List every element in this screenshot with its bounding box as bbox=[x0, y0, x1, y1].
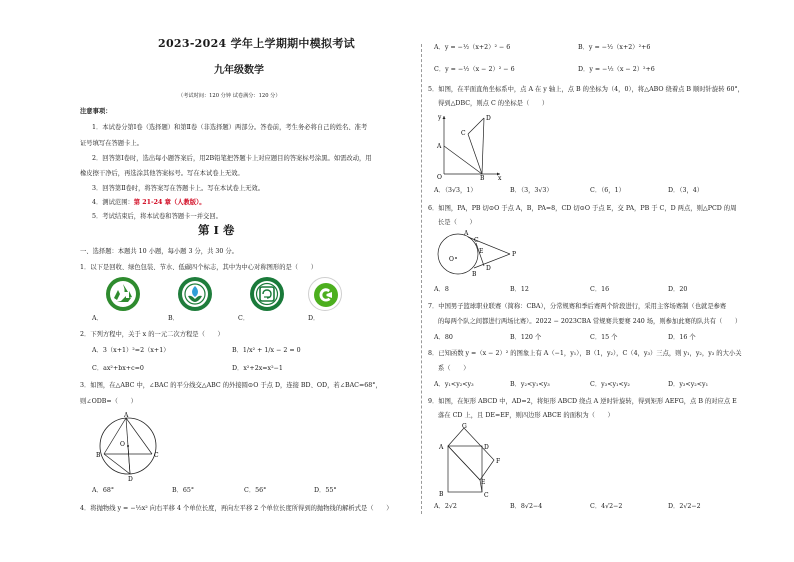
note-4 bbox=[92, 199, 206, 207]
q5-stem-line2: 得到△DBC，则点 C 的坐标是（ ） bbox=[438, 100, 549, 107]
q9-label-g: G bbox=[462, 423, 467, 430]
q1-stem: 1．以下是回收、绿色包装、节水、低碳四个标志，其中为中心对称图形的是（ ） bbox=[80, 264, 317, 271]
q5-coordinate-figure bbox=[434, 112, 504, 180]
q5-label-y: y bbox=[438, 114, 442, 121]
package-leaf-icon bbox=[178, 277, 212, 311]
q2-option-d: D．x²+2x=x²−1 bbox=[232, 365, 283, 372]
note-1: 1．本试卷分第Ⅰ卷（选择题）和第Ⅱ卷（非选择题）两部分。答卷前，考生务必将自己的姓名、准考 bbox=[92, 124, 368, 131]
q2-option-a: A．3（x+1）²=2（x+1） bbox=[92, 347, 170, 354]
note-2b: 橡皮擦干净后，再选涂其他答案标号。写在本试卷上无效。 bbox=[80, 170, 244, 177]
section-title: 第 Ⅰ 卷 bbox=[198, 223, 235, 237]
q1-option-b: B． bbox=[168, 315, 179, 322]
q6-option-c: C．16 bbox=[590, 286, 610, 293]
q7-option-d: D．16 个 bbox=[668, 334, 696, 341]
q9-label-c: C bbox=[484, 492, 489, 498]
low-carbon-icon bbox=[309, 278, 343, 312]
q4-option-d: D．y = −½（x − 2）²+6 bbox=[578, 66, 655, 73]
q6-label-c: C bbox=[474, 237, 479, 244]
q9-option-a: A．2√2 bbox=[434, 503, 457, 510]
q5-option-a: A．（3√3，1） bbox=[434, 187, 477, 194]
q6-option-a: A．8 bbox=[434, 286, 449, 293]
q5-stem-line1: 5．如图，在平面直角坐标系中，点 A 在 y 轴上，点 B 的坐标为（4，0），将△ABO 绕着点 B 顺时针旋转 60°， bbox=[428, 86, 744, 93]
q3-circle-figure bbox=[92, 410, 164, 482]
q9-label-b: B bbox=[439, 491, 444, 498]
q9-label-a: A bbox=[439, 444, 444, 451]
q9-rectangle-figure bbox=[434, 422, 506, 498]
q5-label-a: A bbox=[437, 143, 442, 150]
q6-label-o: O bbox=[449, 256, 454, 263]
q3-option-b: B．65° bbox=[172, 487, 195, 494]
q7-option-a: A．80 bbox=[434, 334, 453, 341]
q7-stem-line2: 的每两个队之间都进行两场比赛）。2022 − 2023CBA 常规赛共要赛 240 场，则参加此赛的队共有（ ） bbox=[438, 318, 742, 325]
note-3: 3．回答第Ⅱ卷时，将答案写在答题卡上。写在本试卷上无效。 bbox=[92, 185, 265, 192]
q4-option-b: B．y = −½（x+2）²+6 bbox=[578, 44, 651, 51]
q3-label-b: B bbox=[96, 452, 101, 459]
notes-heading: 注意事项： bbox=[80, 108, 112, 115]
right-column bbox=[428, 0, 768, 562]
q3-label-o: O bbox=[120, 441, 125, 448]
left-column bbox=[80, 0, 418, 562]
q9-option-b: B．8√2−4 bbox=[510, 503, 543, 510]
q6-stem-line1: 6．如图，PA，PB 切⊙O 于点 A，B，PA=8，CD 切⊙O 于点 E，交 PA，PB 于 C，D 两点，则△PCD 的周 bbox=[428, 205, 737, 212]
q5-option-d: D．（3，4） bbox=[668, 187, 704, 194]
q2-option-c: C．ax²+bx+c=0 bbox=[92, 365, 144, 372]
exam-info: （考试时间：120 分钟 试卷满分：120 分） bbox=[178, 93, 281, 99]
q4-stem: 4．将抛物线 y = −½x² 向右平移 4 个单位长度，再向左平移 2 个单位长度所得到的抛物线的解析式是（ ） bbox=[80, 505, 393, 512]
q5-option-c: C．（6，1） bbox=[590, 187, 625, 194]
note-4-label: 4．测试范围： bbox=[92, 199, 134, 206]
q3-label-c: C bbox=[154, 452, 159, 459]
q3-label-d: D bbox=[128, 476, 133, 482]
q3-option-c: C．56° bbox=[244, 487, 267, 494]
q5-option-b: B．（3，3√3） bbox=[510, 187, 553, 194]
q1-option-c: C． bbox=[238, 315, 250, 322]
q3-option-d: D．55° bbox=[314, 487, 337, 494]
q7-option-b: B．120 个 bbox=[510, 334, 542, 341]
q3-stem-line2: 则∠ODB=（ ） bbox=[80, 398, 137, 405]
q6-tangent-figure bbox=[434, 228, 524, 280]
recycle-icon bbox=[106, 277, 140, 311]
note-1b: 证号填写在答题卡上。 bbox=[80, 140, 143, 147]
q6-label-p: P bbox=[512, 251, 517, 258]
q8-stem-line1: 8．已知函数 y =（x − 2）² 的图象上有 A（−1，y₁），B（1，y₂），C（4，y₃）三点，则 y₁，y₂，y₃ 的大小关 bbox=[428, 350, 742, 357]
q9-label-d: D bbox=[484, 444, 489, 451]
low-carbon-logo bbox=[308, 277, 342, 311]
q9-option-d: D．2√2−2 bbox=[668, 503, 701, 510]
q1-option-a: A． bbox=[92, 315, 103, 322]
water-saving-icon bbox=[250, 277, 284, 311]
q8-option-c: C．y₃<y₁<y₂ bbox=[590, 381, 630, 388]
q3-option-a: A．68° bbox=[92, 487, 115, 494]
q4-option-a: A．y = −½（x+2）² − 6 bbox=[434, 44, 511, 51]
q5-label-d: D bbox=[486, 115, 491, 122]
column-divider bbox=[421, 44, 422, 514]
q9-label-f: F bbox=[496, 458, 501, 465]
q9-stem-line2: 落在 CD 上，且 DE=EF，则四边形 ABCE 的面积为（ ） bbox=[438, 412, 614, 419]
q7-option-c: C．15 个 bbox=[590, 334, 618, 341]
q5-label-x: x bbox=[498, 175, 502, 180]
q8-option-b: B．y₂<y₁<y₃ bbox=[510, 381, 550, 388]
q7-stem-line1: 7．中国男子篮球职业联赛（简称：CBA），分常规赛和季后赛两个阶段进行，采用主客场赛制（也就是参赛 bbox=[428, 303, 727, 310]
q6-label-a: A bbox=[464, 230, 469, 237]
note-4-scope: 第 21-24 章（人教版）。 bbox=[133, 199, 206, 206]
recycle-logo bbox=[106, 277, 140, 311]
q3-stem-line1: 3．如图，在△ABC 中，∠BAC 的平分线交△ABC 的外接圆⊙O 于点 D，连接 BD、OD，若∠BAC=68°， bbox=[80, 382, 382, 389]
q5-label-b: B bbox=[480, 175, 485, 180]
section-instruction: 一、选择题：本题共 10 小题，每小题 3 分，共 30 分。 bbox=[80, 248, 238, 255]
q6-label-d: D bbox=[486, 265, 491, 272]
q6-option-b: B．12 bbox=[510, 286, 529, 293]
q2-option-b: B．1/x² + 1/x − 2 = 0 bbox=[232, 347, 301, 354]
water-saving-logo bbox=[250, 277, 284, 311]
q6-label-e: E bbox=[479, 248, 484, 255]
q3-label-a: A bbox=[124, 412, 129, 419]
note-5: 5．考试结束后，将本试卷和答题卡一并交回。 bbox=[92, 213, 222, 220]
q1-option-d: D． bbox=[308, 315, 320, 322]
q6-stem-line2: 长是（ ） bbox=[438, 219, 476, 226]
q2-stem: 2．下列方程中，关于 x 的一元二次方程是（ ） bbox=[80, 331, 224, 338]
exam-title: 2023-2024 学年上学期期中模拟考试 bbox=[158, 37, 355, 50]
q4-option-c: C．y = −½（x − 2）² − 6 bbox=[434, 66, 515, 73]
q5-label-o: O bbox=[437, 174, 442, 180]
subject-title: 九年级数学 bbox=[214, 65, 264, 76]
q9-label-e: E bbox=[481, 479, 486, 486]
q8-option-d: D．y₃<y₂<y₁ bbox=[668, 381, 709, 388]
q9-option-c: C．4√2−2 bbox=[590, 503, 623, 510]
note-2: 2．回答第Ⅰ卷时，选出每小题答案后，用2B铅笔把答题卡上对应题目的答案标号涂黑。如需改动，用 bbox=[92, 155, 372, 162]
q5-label-c: C bbox=[461, 130, 466, 137]
q9-stem-line1: 9．如图，在矩形 ABCD 中，AD=2，将矩形 ABCD 绕点 A 逆时针旋转，得到矩形 AEFG，点 B 的对应点 E bbox=[428, 398, 737, 405]
q6-label-b: B bbox=[472, 271, 477, 278]
q8-stem-line2: 系（ ） bbox=[438, 365, 470, 372]
green-package-logo bbox=[178, 277, 212, 311]
q6-option-d: D．20 bbox=[668, 286, 688, 293]
q8-option-a: A．y₁<y₂<y₃ bbox=[434, 381, 474, 388]
